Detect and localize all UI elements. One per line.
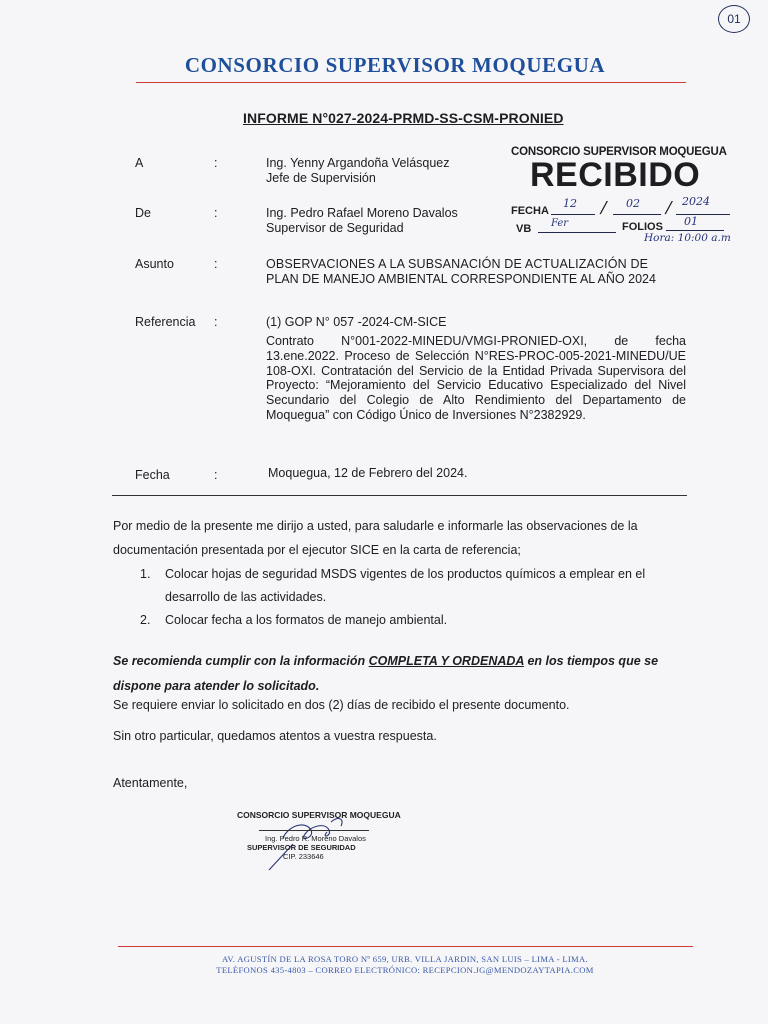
from-colon: : [214,206,218,220]
date-value: Moquegua, 12 de Febrero del 2024. [268,466,468,480]
list-item [140,563,705,609]
date-colon: : [214,468,218,482]
signature-org: CONSORCIO SUPERVISOR MOQUEGUA [237,810,401,820]
subject-colon: : [214,257,218,271]
list-item-number: 1. [140,567,151,581]
stamp-day-line [551,214,595,215]
signature-name: Ing. Pedro R. Moreno Davalos [265,834,366,843]
stamp-vb-initials: Fer [551,218,569,229]
stamp-folios: 01 [684,215,698,228]
stamp-vb-line [538,232,616,233]
stamp-time: Hora: 10:00 a.m [644,232,731,244]
footer-rule [118,946,693,947]
recommendation-emphasis: COMPLETA Y ORDENADA [368,654,524,668]
request-line: Se requiere enviar lo solicitado en dos (2) días de recibido el presente documento. [113,698,570,712]
stamp-month-line [613,214,661,215]
intro-line-2: documentación presentada por el ejecutor SICE en la carta de referencia; [113,543,521,557]
letterhead-rule [136,82,686,83]
to-name: Ing. Yenny Argandoña Velásquez [266,156,450,170]
intro-line-1: Por medio de la presente me dirijo a usted, para saludarle e informarle las observaciones de la [113,519,638,533]
stamp-vb-label: VB [516,223,532,235]
list-item [140,609,705,632]
reference-colon: : [214,315,218,329]
recommendation-line-1 [113,650,658,673]
stamp-fecha-label: FECHA [511,205,549,217]
to-role: Jefe de Supervisión [266,171,376,185]
report-title: INFORME N°027-2024-PRMD-SS-CSM-PRONIED [243,110,564,126]
page-number: 01 [718,5,750,33]
letterhead-org: CONSORCIO SUPERVISOR MOQUEGUA [184,53,606,77]
list-item-text-cont: desarrollo de las actividades. [165,590,327,604]
header-divider [112,495,687,496]
list-item-text: Colocar fecha a los formatos de manejo ambiental. [165,613,448,627]
stamp-folios-line [666,230,724,231]
from-name: Ing. Pedro Rafael Moreno Davalos [266,206,458,220]
from-label: De [135,206,151,220]
sign-off: Atentamente, [113,776,188,790]
stamp-year: 2024 [682,195,710,208]
reference-2: Contrato N°001-2022-MINEDU/VMGI-PRONIED-OXI, de fecha 13.ene.2022. Proceso de Selección N°RES-PROC-005-2021-MINEDU/UE 108-OXI. Contratación del Servicio de la Entidad Privada Supervisora del Proyecto: “Mejoramiento del Servicio Educativo Especializado del Nivel Secundario del Colegio de Alto Rendimiento del Departamento de Moquegua” con Código Único de Inversiones N°2382929. [266,334,686,422]
to-label: A [135,156,144,170]
recommendation-a: Se recomienda cumplir con la información [113,654,369,668]
list-item-text: Colocar hojas de seguridad MSDS vigentes de los productos químicos a emplear en el [165,567,646,581]
stamp-slash-2: / [663,198,674,218]
closing-line: Sin otro particular, quedamos atentos a vuestra respuesta. [113,729,437,743]
signature-cip: CIP. 233646 [283,852,324,861]
to-colon: : [214,156,218,170]
reference-label: Referencia [135,315,196,329]
stamp-org: CONSORCIO SUPERVISOR MOQUEGUA [511,146,727,158]
footer-contact: TELÉFONOS 435-4803 – CORREO ELECTRÓNICO: RECEPCION.JG@MENDOZAYTAPIA.COM [216,965,594,975]
recommendation-line-2: dispone para atender lo solicitado. [113,679,320,693]
from-role: Supervisor de Seguridad [266,221,404,235]
list-item-number: 2. [140,613,151,627]
stamp-received: RECIBIDO [530,156,701,194]
subject-line-1: OBSERVACIONES A LA SUBSANACIÓN DE ACTUALIZACIÓN DE [266,257,649,271]
subject-line-2: PLAN DE MANEJO AMBIENTAL CORRESPONDIENTE AL AÑO 2024 [266,272,656,286]
stamp-folios-label: FOLIOS [622,221,663,233]
signature-line [259,830,369,831]
subject-label: Asunto [135,257,174,271]
stamp-slash-1: / [598,198,609,218]
recommendation-c: en los tiempos que se [523,654,659,668]
date-label: Fecha [135,468,170,482]
signature-role: SUPERVISOR DE SEGURIDAD [247,843,356,852]
stamp-month: 02 [626,197,640,210]
reference-1: (1) GOP N° 057 -2024-CM-SICE [266,315,447,329]
footer-address: AV. AGUSTÍN DE LA ROSA TORO Nº 659, URB. VILLA JARDIN, SAN LUIS – LIMA - LIMA. [222,954,588,964]
stamp-day: 12 [563,197,577,210]
